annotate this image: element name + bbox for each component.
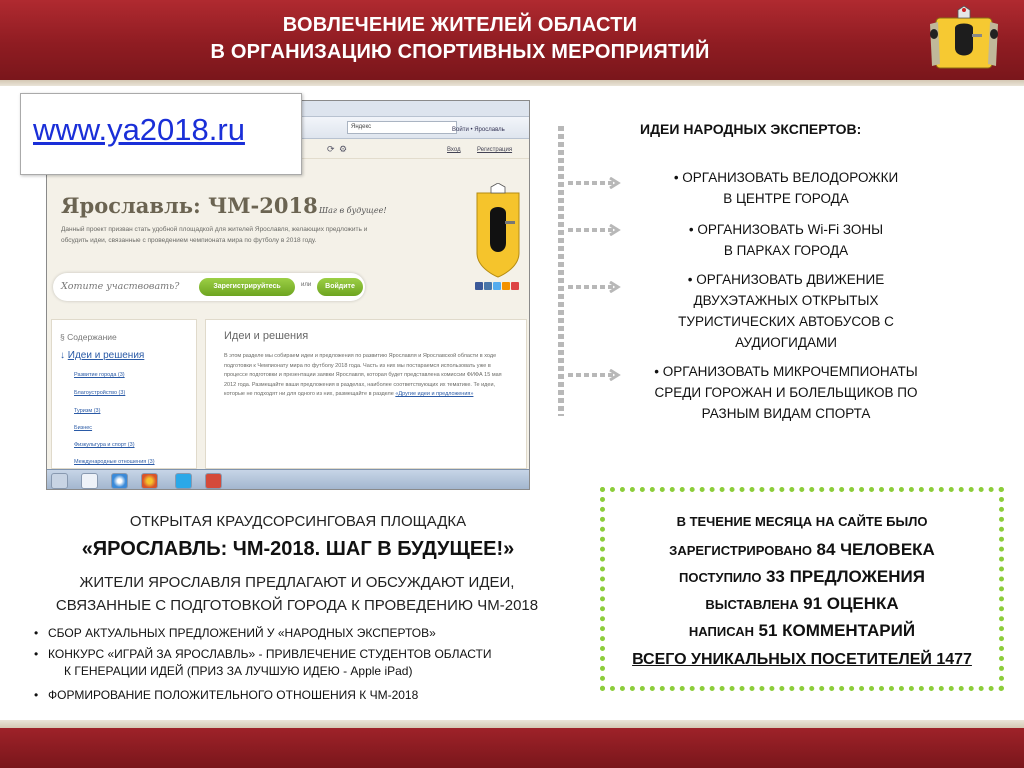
arrow-right-icon [568,224,624,236]
disk-icon[interactable] [81,473,98,489]
ideas-connector-line [558,126,564,416]
globe-icon[interactable] [111,473,128,489]
bear-emblem-icon [475,183,521,279]
facebook-icon[interactable] [475,282,483,290]
idea-line: • ОРГАНИЗОВАТЬ ДВИЖЕНИЕ [687,272,885,287]
other-ideas-link[interactable]: «Другие идеи и предложения» [395,391,474,397]
site-sidebar [51,319,197,469]
idea-item [628,219,944,261]
page-title-line1: ВОВЛЕЧЕНИЕ ЖИТЕЛЕЙ ОБЛАСТИ [282,14,638,36]
content-title: Идеи и решения [224,330,309,342]
idea-line: В ЦЕНТРЕ ГОРОДА [723,191,849,206]
site-title: Ярославль: ЧМ-2018 [61,193,318,218]
idea-line: АУДИОГИДАМИ [735,335,837,350]
bullet-item-continuation: К ГЕНЕРАЦИИ ИДЕЙ (ПРИЗ ЗА ЛУЧШУЮ ИДЕЮ - Apple iPad) [64,664,413,678]
site-tagline: Шаг в будущее! [319,206,387,215]
header-divider [0,80,1024,86]
stats-unique-visitors: ВСЕГО УНИКАЛЬНЫХ ПОСЕТИТЕЛЕЙ 1477 [632,651,972,668]
page-title [160,12,760,66]
browser-search-label: Яндекс [351,124,372,130]
stats-comments-label: НАПИСАН [688,624,755,639]
footer-bar [0,728,1024,768]
idea-item [628,269,944,353]
bullet-item: • СБОР АКТУАЛЬНЫХ ПРЕДЛОЖЕНИЙ У «НАРОДНЫХ ЭКСПЕРТОВ» [48,625,436,642]
stats-intro: В ТЕЧЕНИЕ МЕСЯЦА НА САЙТЕ БЫЛО [676,514,928,529]
stats-registered-label: ЗАРЕГИСТРИРОВАНО [669,543,813,558]
stats-ratings [605,594,999,614]
browser-search-field[interactable] [347,121,457,134]
vk-icon[interactable] [484,282,492,290]
site-register-link[interactable]: Регистрация [477,147,513,153]
odnoklassniki-icon[interactable] [502,282,510,290]
idea-line: РАЗНЫМ ВИДАМ СПОРТА [701,406,871,421]
platform-type: ОТКРЫТАЯ КРАУДСОРСИНГОВАЯ ПЛОЩАДКА [129,513,467,530]
sidebar-item-ideas[interactable]: ↓ Идеи и решения [60,350,145,361]
presentation-icon[interactable] [205,473,222,489]
os-taskbar [47,469,530,490]
header-bar [0,0,1024,80]
idea-line: В ПАРКАХ ГОРОДА [723,243,849,258]
join-bar [53,273,365,301]
stats-proposals [605,567,999,587]
coat-of-arms-icon [928,4,1000,72]
bullet-item: • КОНКУРС «ИГРАЙ ЗА ЯРОСЛАВЛЬ» - ПРИВЛЕЧЕНИЕ СТУДЕНТОВ ОБЛАСТИ [48,646,491,663]
sidebar-contents-heading: § Содержание [60,332,117,342]
arrow-right-icon [568,177,624,189]
platform-description [14,571,580,617]
website-url-link[interactable]: www.ya2018.ru [33,112,245,147]
page-title-line2: В ОРГАНИЗАЦИЮ СПОРТИВНЫХ МЕРОПРИЯТИЙ [210,41,710,63]
share-buttons [475,277,525,287]
sidebar-link[interactable]: Туризм (3) [74,408,101,414]
stats-proposals-label: ПОСТУПИЛО [679,570,762,585]
arrow-right-icon [568,281,624,293]
sidebar-item-ideas-label: Идеи и решения [67,350,145,361]
idea-line: СРЕДИ ГОРОЖАН И БОЛЕЛЬЩИКОВ ПО [654,385,918,400]
platform-description-line: СВЯЗАННЫЕ С ПОДГОТОВКОЙ ГОРОДА К ПРОВЕДЕНИЮ ЧМ-2018 [55,597,539,614]
browser-user-label[interactable]: Войти • Ярославль [452,127,505,133]
media-player-icon[interactable] [51,473,68,489]
twitter-icon[interactable] [493,282,501,290]
sidebar-link[interactable]: Бизнес [74,425,93,431]
site-login-link[interactable]: Вход [447,147,461,153]
stats-comments [605,621,999,641]
footer-divider [0,720,1024,728]
idea-line: ДВУХЭТАЖНЫХ ОТКРЫТЫХ [693,293,879,308]
firefox-icon[interactable] [141,473,158,489]
platform-description-line: ЖИТЕЛИ ЯРОСЛАВЛЯ ПРЕДЛАГАЮТ И ОБСУЖДАЮТ ИДЕИ, [79,574,515,591]
idea-line: • ОРГАНИЗОВАТЬ Wi-Fi ЗОНЫ [688,222,884,237]
stats-box [600,487,1004,691]
content-text [224,352,514,400]
platform-name: «ЯРОСЛАВЛЬ: ЧМ-2018. ШАГ В БУДУЩЕЕ!» [81,538,515,560]
register-button[interactable]: Зарегистрируйтесь [199,278,295,296]
idea-line: • ОРГАНИЗОВАТЬ МИКРОЧЕМПИОНАТЫ [654,364,918,379]
stats-proposals-value: 33 ПРЕДЛОЖЕНИЯ [765,567,925,586]
login-button[interactable]: Войдите [317,278,363,296]
idea-line: • ОРГАНИЗОВАТЬ ВЕЛОДОРОЖКИ [673,170,899,185]
bullet-item: • ФОРМИРОВАНИЕ ПОЛОЖИТЕЛЬНОГО ОТНОШЕНИЯ К ЧМ-2018 [48,687,418,704]
site-content [205,319,527,469]
content-body: В этом разделе мы собираем идеи и предложения по развитию Ярославля и Ярославской области в ходе подготовки к Чемпионату мира по футболу 2018 года. Часть из них мы постараемся использовать уже в процессе подготовки и презентации заявки Ярославля, которая будет представлена комиссии ФИФА 15 мая 2012 года. Размещайте ваши предложения в разделах, наиболее соответствующих их тематике. Те идеи, которые не подходят ни для одного из них, размещайте в разделе [224,353,502,397]
stats-registered-value: 84 ЧЕЛОВЕКА [816,540,935,559]
join-question: Хотите участвовать? [61,281,180,292]
website-url-box [20,93,302,175]
settings-icon[interactable]: ⚙ [339,144,348,154]
idea-item [628,167,944,209]
stats-registered [605,540,999,560]
skype-icon[interactable] [175,473,192,489]
sidebar-link[interactable]: Благоустройство (3) [74,390,126,396]
reload-icon[interactable]: ⟳ [327,144,335,154]
sidebar-link[interactable]: Физкультура и спорт (3) [74,442,135,448]
stats-ratings-value: 91 ОЦЕНКА [803,594,899,613]
join-or-label: или [301,282,312,288]
arrow-right-icon [568,369,624,381]
idea-line: ТУРИСТИЧЕСКИХ АВТОБУСОВ С [678,314,894,329]
idea-item [628,361,944,424]
ideas-heading: ИДЕИ НАРОДНЫХ ЭКСПЕРТОВ: [640,121,862,137]
stats-comments-value: 51 КОММЕНТАРИЙ [758,621,916,640]
site-description: Данный проект призван стать удобной площадкой для жителей Ярославля, желающих предложить и обсудить идеи, связанные с проведением чемпионата мира по футболу в 2018 году. [61,226,368,244]
share-more-icon[interactable] [511,282,519,290]
sidebar-link[interactable]: Международные отношения (3) [74,459,155,465]
sidebar-link[interactable]: Развитие города (3) [74,372,125,378]
stats-ratings-label: ВЫСТАВЛЕНА [705,597,799,612]
